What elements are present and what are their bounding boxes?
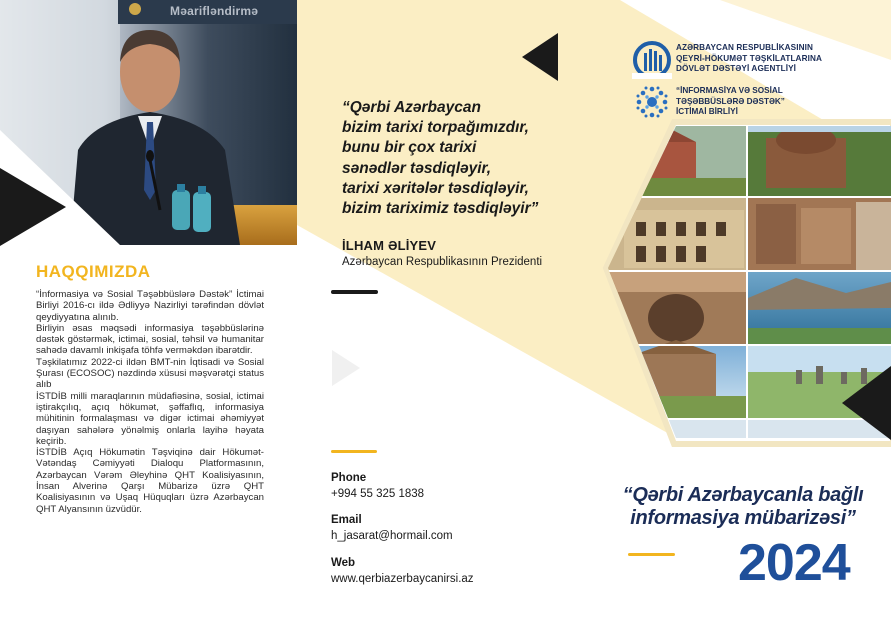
play-triangle-icon (330, 348, 362, 388)
left-dark-triangle (0, 168, 70, 246)
campaign-year: 2024 (738, 534, 850, 592)
union-name-line: İCTİMAİ BİRLİYİ (676, 107, 738, 117)
about-paragraph: Birliyin əsas məqsədi informasiya təşəbbüslərinə dəstək göstərmək, ictimai, sosial, təhsil və humanitar sahədə davamlı inkişafa töhfə verməkdən ibarətdir. (36, 322, 264, 357)
phone-label: Phone (331, 472, 367, 484)
agency-name-line: AZƏRBAYCAN RESPUBLİKASININ (676, 43, 813, 52)
about-paragraph: Təşkilatımız 2022-ci ildən BMT-nin İqtisadi və Sosial Şurası (ECOSOC) nəzdində xüsusi məşvərətçi status alıb (36, 356, 264, 391)
campaign-title-line: informasiya mübarizəsi” (630, 507, 856, 529)
right-dark-triangle (840, 366, 891, 440)
phone-number: +994 55 325 1838 (331, 488, 425, 500)
play-triangle-icon (520, 33, 560, 83)
union-name-line: TƏŞƏBBÜSLƏRƏ DƏSTƏK” (676, 96, 785, 106)
divider-dark (331, 290, 378, 294)
quote-line: “Qərbi Azərbaycan (342, 99, 481, 116)
divider-yellow (331, 450, 377, 453)
web-label: Web (331, 557, 356, 569)
email-label: Email (331, 514, 362, 526)
quote-line: bizim tariximiz təsdiqləyir” (342, 200, 539, 218)
campaign-title (618, 484, 868, 530)
campaign-title-line: “Qərbi Azərbaycanla bağlı (622, 484, 864, 506)
about-paragraph: İSTDİB Açıq Hökumətin Təşviqinə dair Hökumət-Vətəndaş Cəmiyyəti Dialoqu Platformasının, Azərbaycan Vərəm Əleyhinə QHT Koalisiyasının, İnsan Alverinə Qarşı Mübarizə üzrə QHT Koalisiyasının və Uşaq Hüquqları üzrə Azərbaycan QHT Alyansının üzvüdür. (36, 447, 264, 515)
agency-logo-icon (632, 41, 672, 79)
photo-banner-text: Məarifləndirmə (170, 4, 259, 18)
web-address: www.qerbiazerbaycanirsi.az (331, 573, 474, 585)
about-paragraph: İSTDİB milli maraqlarının müdafiəsinə, sosial, ictimai iştirakçılıq, açıq hökumət, şəffaflıq, informasiya mühitinin formalaşması və digər ictimai əhəmiyyət daşıyan sahələrə yönəlmiş onlarla layihə həyata keçirib. (36, 390, 264, 447)
quote-line: bunu bir çox tarixi (342, 139, 477, 157)
president-quote (342, 98, 572, 219)
agency-name-line: DÖVLƏT DƏSTƏYİ AGENTLİYİ (676, 64, 797, 74)
email-address: h_jasarat@hormail.com (331, 530, 453, 542)
quote-author-role: Azərbaycan Respublikasının Prezidenti (342, 256, 543, 268)
about-title: HAQQIMIZDA (36, 262, 151, 281)
agency-name-line: QEYRİ-HÖKUMƏT TƏŞKİLATLARINA (676, 53, 822, 63)
divider-yellow (628, 553, 675, 556)
about-paragraph: “İnformasiya və Sosial Təşəbbüslərə Dəstək” İctimai Birliyi 2016-cı ildə Ədliyyə Nazirliyi tərəfindən dövlət qeydiyyatına alınıb. (36, 289, 264, 323)
quote-line: tarixi xəritələr təsdiqləyir, (342, 179, 529, 197)
agency-name (676, 43, 846, 75)
union-name-line: “İNFORMASİYA VƏ SOSİAL (676, 86, 783, 95)
quote-line: sənədlər təsdiqləyir, (342, 159, 492, 177)
union-name (676, 86, 826, 118)
quote-author: İLHAM ƏLİYEV (342, 238, 437, 253)
about-text (36, 289, 264, 515)
quote-line: bizim tarixi torpağımızdır, (342, 119, 529, 137)
union-logo-icon (634, 84, 670, 120)
